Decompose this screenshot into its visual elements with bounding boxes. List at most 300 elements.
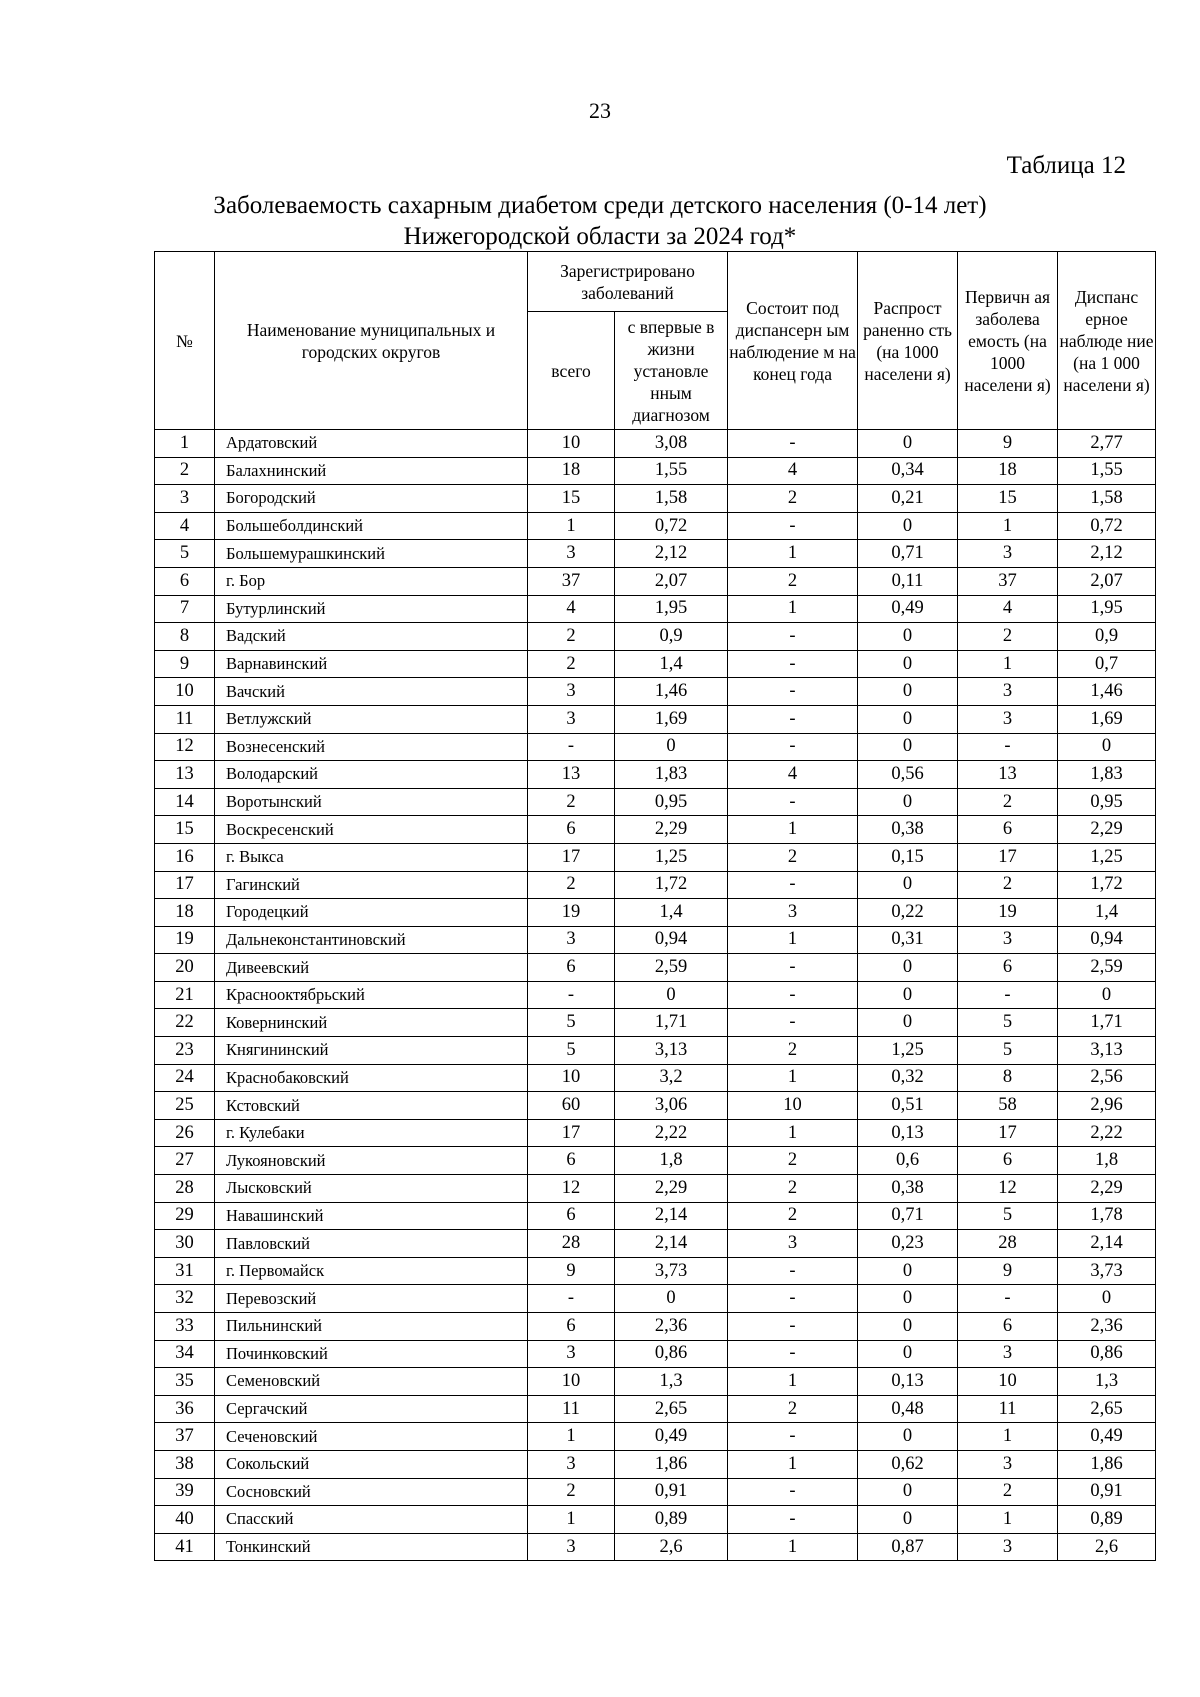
table-row — [155, 1285, 1156, 1313]
primary-incidence: 17 — [958, 843, 1058, 871]
prevalence: 0 — [858, 678, 958, 706]
total-cases: 5 — [528, 1037, 615, 1065]
primary-incidence: 2 — [958, 788, 1058, 816]
table-row — [155, 788, 1156, 816]
row-num: 25 — [155, 1092, 215, 1120]
dispensary-observation: 2,07 — [1058, 567, 1156, 595]
prevalence: 0 — [858, 1285, 958, 1313]
table-row — [155, 1009, 1156, 1037]
first-time-rate: 2,59 — [615, 954, 728, 982]
table-row — [155, 430, 1156, 458]
district-name: Воротынский — [215, 788, 528, 816]
dispensary-observation: 2,12 — [1058, 540, 1156, 568]
dispensary-observation: 1,78 — [1058, 1202, 1156, 1230]
district-name: Дальнеконстантиновский — [215, 926, 528, 954]
dispensary-observation: 1,58 — [1058, 485, 1156, 513]
prevalence: 0 — [858, 650, 958, 678]
table-row — [155, 1175, 1156, 1203]
table-row — [155, 457, 1156, 485]
primary-incidence: 11 — [958, 1395, 1058, 1423]
dispensary-count: 1 — [728, 816, 858, 844]
dispensary-observation: 2,56 — [1058, 1064, 1156, 1092]
header-registered: Зарегистрировано заболеваний — [528, 252, 728, 312]
table-row — [155, 871, 1156, 899]
dispensary-count: - — [728, 1285, 858, 1313]
dispensary-count: - — [728, 1423, 858, 1451]
total-cases: 2 — [528, 788, 615, 816]
dispensary-count: 2 — [728, 1175, 858, 1203]
primary-incidence: 2 — [958, 1478, 1058, 1506]
primary-incidence: 3 — [958, 926, 1058, 954]
total-cases: 3 — [528, 1533, 615, 1561]
first-time-rate: 3,13 — [615, 1037, 728, 1065]
header-primary: Первичн ая заболева емость (на 1000 населени я) — [958, 252, 1058, 430]
total-cases: 18 — [528, 457, 615, 485]
district-name: г. Кулебаки — [215, 1119, 528, 1147]
dispensary-observation: 2,29 — [1058, 816, 1156, 844]
total-cases: 10 — [528, 1064, 615, 1092]
total-cases: 3 — [528, 1450, 615, 1478]
district-name: Богородский — [215, 485, 528, 513]
first-time-rate: 2,29 — [615, 816, 728, 844]
dispensary-count: 1 — [728, 595, 858, 623]
table-row — [155, 816, 1156, 844]
dispensary-observation: 0 — [1058, 733, 1156, 761]
dispensary-observation: 0,94 — [1058, 926, 1156, 954]
prevalence: 0 — [858, 430, 958, 458]
prevalence: 0,38 — [858, 816, 958, 844]
table-row — [155, 1119, 1156, 1147]
total-cases: 19 — [528, 899, 615, 927]
dispensary-count: - — [728, 954, 858, 982]
primary-incidence: 3 — [958, 705, 1058, 733]
dispensary-count: - — [728, 430, 858, 458]
row-num: 34 — [155, 1340, 215, 1368]
total-cases: 1 — [528, 1506, 615, 1534]
district-name: г. Бор — [215, 567, 528, 595]
dispensary-observation: 2,6 — [1058, 1533, 1156, 1561]
district-name: Пильнинский — [215, 1313, 528, 1341]
prevalence: 0,51 — [858, 1092, 958, 1120]
first-time-rate: 1,83 — [615, 761, 728, 789]
table-row — [155, 843, 1156, 871]
table-row — [155, 1037, 1156, 1065]
total-cases: 1 — [528, 512, 615, 540]
prevalence: 1,25 — [858, 1037, 958, 1065]
dispensary-observation: 1,72 — [1058, 871, 1156, 899]
district-name: Павловский — [215, 1230, 528, 1258]
dispensary-count: 2 — [728, 567, 858, 595]
primary-incidence: 2 — [958, 871, 1058, 899]
dispensary-count: 4 — [728, 457, 858, 485]
dispensary-observation: 1,8 — [1058, 1147, 1156, 1175]
dispensary-count: 1 — [728, 1368, 858, 1396]
row-num: 31 — [155, 1257, 215, 1285]
first-time-rate: 1,55 — [615, 457, 728, 485]
district-name: Вачский — [215, 678, 528, 706]
dispensary-count: - — [728, 705, 858, 733]
district-name: г. Первомайск — [215, 1257, 528, 1285]
prevalence: 0 — [858, 733, 958, 761]
first-time-rate: 0,72 — [615, 512, 728, 540]
dispensary-observation: 3,73 — [1058, 1257, 1156, 1285]
prevalence: 0,49 — [858, 595, 958, 623]
dispensary-observation: 1,4 — [1058, 899, 1156, 927]
prevalence: 0 — [858, 705, 958, 733]
first-time-rate: 0,89 — [615, 1506, 728, 1534]
prevalence: 0,87 — [858, 1533, 958, 1561]
header-prevalence: Распрост раненно сть (на 1000 населени я) — [858, 252, 958, 430]
primary-incidence: 1 — [958, 512, 1058, 540]
primary-incidence: 3 — [958, 1450, 1058, 1478]
row-num: 11 — [155, 705, 215, 733]
total-cases: 2 — [528, 1478, 615, 1506]
dispensary-count: 1 — [728, 1533, 858, 1561]
dispensary-count: - — [728, 733, 858, 761]
first-time-rate: 0,94 — [615, 926, 728, 954]
dispensary-observation: 0,9 — [1058, 623, 1156, 651]
total-cases: 17 — [528, 1119, 615, 1147]
first-time-rate: 0 — [615, 981, 728, 1009]
first-time-rate: 2,22 — [615, 1119, 728, 1147]
dispensary-observation: 1,3 — [1058, 1368, 1156, 1396]
prevalence: 0 — [858, 871, 958, 899]
district-name: Лысковский — [215, 1175, 528, 1203]
first-time-rate: 2,14 — [615, 1202, 728, 1230]
prevalence: 0 — [858, 954, 958, 982]
district-name: Воскресенский — [215, 816, 528, 844]
first-time-rate: 0,49 — [615, 1423, 728, 1451]
row-num: 9 — [155, 650, 215, 678]
first-time-rate: 1,86 — [615, 1450, 728, 1478]
prevalence: 0 — [858, 1423, 958, 1451]
primary-incidence: 4 — [958, 595, 1058, 623]
first-time-rate: 2,36 — [615, 1313, 728, 1341]
row-num: 39 — [155, 1478, 215, 1506]
prevalence: 0,31 — [858, 926, 958, 954]
district-name: Володарский — [215, 761, 528, 789]
district-name: Большеболдинский — [215, 512, 528, 540]
table-row — [155, 1506, 1156, 1534]
dispensary-count: 1 — [728, 1450, 858, 1478]
prevalence: 0 — [858, 512, 958, 540]
total-cases: 2 — [528, 623, 615, 651]
dispensary-count: - — [728, 1009, 858, 1037]
primary-incidence: 3 — [958, 540, 1058, 568]
table-row — [155, 1202, 1156, 1230]
dispensary-count: - — [728, 871, 858, 899]
first-time-rate: 3,08 — [615, 430, 728, 458]
dispensary-observation: 0,86 — [1058, 1340, 1156, 1368]
total-cases: - — [528, 981, 615, 1009]
table-row — [155, 540, 1156, 568]
dispensary-observation: 0 — [1058, 1285, 1156, 1313]
prevalence: 0 — [858, 1313, 958, 1341]
row-num: 6 — [155, 567, 215, 595]
table-row — [155, 1423, 1156, 1451]
row-num: 35 — [155, 1368, 215, 1396]
prevalence: 0 — [858, 1009, 958, 1037]
row-num: 17 — [155, 871, 215, 899]
district-name: Починковский — [215, 1340, 528, 1368]
first-time-rate: 0 — [615, 1285, 728, 1313]
header-num: № — [155, 252, 215, 430]
total-cases: 6 — [528, 1313, 615, 1341]
primary-incidence: 10 — [958, 1368, 1058, 1396]
table-row — [155, 678, 1156, 706]
table-row — [155, 1340, 1156, 1368]
prevalence: 0,13 — [858, 1368, 958, 1396]
row-num: 3 — [155, 485, 215, 513]
title-line-2: Нижегородской области за 2024 год* — [403, 223, 797, 250]
table-row — [155, 761, 1156, 789]
primary-incidence: 5 — [958, 1009, 1058, 1037]
row-num: 12 — [155, 733, 215, 761]
total-cases: 3 — [528, 705, 615, 733]
table-row — [155, 1368, 1156, 1396]
district-name: Краснооктябрьский — [215, 981, 528, 1009]
total-cases: 6 — [528, 1147, 615, 1175]
prevalence: 0,13 — [858, 1119, 958, 1147]
district-name: Дивеевский — [215, 954, 528, 982]
dispensary-count: - — [728, 1506, 858, 1534]
row-num: 1 — [155, 430, 215, 458]
dispensary-observation: 3,13 — [1058, 1037, 1156, 1065]
dispensary-count: - — [728, 981, 858, 1009]
row-num: 5 — [155, 540, 215, 568]
prevalence: 0,6 — [858, 1147, 958, 1175]
primary-incidence: 19 — [958, 899, 1058, 927]
district-name: Перевозский — [215, 1285, 528, 1313]
dispensary-observation: 0,72 — [1058, 512, 1156, 540]
dispensary-count: - — [728, 623, 858, 651]
total-cases: 28 — [528, 1230, 615, 1258]
total-cases: 13 — [528, 761, 615, 789]
row-num: 19 — [155, 926, 215, 954]
table-row — [155, 1092, 1156, 1120]
first-time-rate: 1,25 — [615, 843, 728, 871]
primary-incidence: 9 — [958, 430, 1058, 458]
dispensary-count: - — [728, 1313, 858, 1341]
total-cases: 6 — [528, 954, 615, 982]
first-time-rate: 1,71 — [615, 1009, 728, 1037]
district-name: Краснобаковский — [215, 1064, 528, 1092]
row-num: 33 — [155, 1313, 215, 1341]
dispensary-observation: 0,89 — [1058, 1506, 1156, 1534]
first-time-rate: 1,58 — [615, 485, 728, 513]
first-time-rate: 3,06 — [615, 1092, 728, 1120]
page-number: 23 — [589, 98, 611, 123]
dispensary-count: 1 — [728, 540, 858, 568]
dispensary-observation: 0,7 — [1058, 650, 1156, 678]
row-num: 21 — [155, 981, 215, 1009]
prevalence: 0 — [858, 1257, 958, 1285]
row-num: 32 — [155, 1285, 215, 1313]
first-time-rate: 0,9 — [615, 623, 728, 651]
prevalence: 0,71 — [858, 1202, 958, 1230]
district-name: Семеновский — [215, 1368, 528, 1396]
dispensary-observation: 2,59 — [1058, 954, 1156, 982]
first-time-rate: 1,8 — [615, 1147, 728, 1175]
prevalence: 0,21 — [858, 485, 958, 513]
table-label: Таблица 12 — [1006, 152, 1126, 179]
total-cases: 10 — [528, 430, 615, 458]
district-name: Сеченовский — [215, 1423, 528, 1451]
total-cases: 3 — [528, 540, 615, 568]
dispensary-count: 10 — [728, 1092, 858, 1120]
prevalence: 0,48 — [858, 1395, 958, 1423]
primary-incidence: 18 — [958, 457, 1058, 485]
total-cases: 37 — [528, 567, 615, 595]
dispensary-count: 1 — [728, 1119, 858, 1147]
header-total: всего — [528, 312, 615, 430]
district-name: Ковернинский — [215, 1009, 528, 1037]
first-time-rate: 1,72 — [615, 871, 728, 899]
table-row — [155, 1478, 1156, 1506]
dispensary-count: 1 — [728, 926, 858, 954]
dispensary-count: - — [728, 1478, 858, 1506]
dispensary-count: - — [728, 788, 858, 816]
total-cases: 2 — [528, 650, 615, 678]
primary-incidence: 37 — [958, 567, 1058, 595]
table-row — [155, 1395, 1156, 1423]
table-row — [155, 926, 1156, 954]
prevalence: 0,15 — [858, 843, 958, 871]
district-name: Спасский — [215, 1506, 528, 1534]
row-num: 30 — [155, 1230, 215, 1258]
primary-incidence: - — [958, 981, 1058, 1009]
total-cases: - — [528, 1285, 615, 1313]
dispensary-count: - — [728, 678, 858, 706]
primary-incidence: 15 — [958, 485, 1058, 513]
header-first-time: с впервые в жизни установле нным диагнозом — [615, 312, 728, 430]
dispensary-observation: 0,49 — [1058, 1423, 1156, 1451]
first-time-rate: 1,4 — [615, 650, 728, 678]
dispensary-count: 2 — [728, 1147, 858, 1175]
dispensary-observation: 2,96 — [1058, 1092, 1156, 1120]
row-num: 27 — [155, 1147, 215, 1175]
table-row — [155, 512, 1156, 540]
dispensary-observation: 0,95 — [1058, 788, 1156, 816]
total-cases: 2 — [528, 871, 615, 899]
page-title — [0, 190, 1200, 252]
primary-incidence: 58 — [958, 1092, 1058, 1120]
prevalence: 0,23 — [858, 1230, 958, 1258]
district-name: Ветлужский — [215, 705, 528, 733]
header-name: Наименование муниципальных и городских округов — [215, 252, 528, 430]
row-num: 22 — [155, 1009, 215, 1037]
row-num: 7 — [155, 595, 215, 623]
dispensary-observation: 0 — [1058, 981, 1156, 1009]
dispensary-count: 3 — [728, 1230, 858, 1258]
table-row — [155, 1257, 1156, 1285]
district-name: Балахнинский — [215, 457, 528, 485]
row-num: 2 — [155, 457, 215, 485]
primary-incidence: 5 — [958, 1202, 1058, 1230]
primary-incidence: 6 — [958, 816, 1058, 844]
incidence-table — [154, 251, 1156, 1561]
prevalence: 0,32 — [858, 1064, 958, 1092]
district-name: Бутурлинский — [215, 595, 528, 623]
total-cases: 3 — [528, 1340, 615, 1368]
district-name: Лукояновский — [215, 1147, 528, 1175]
district-name: Варнавинский — [215, 650, 528, 678]
district-name: Княгининский — [215, 1037, 528, 1065]
dispensary-observation: 2,14 — [1058, 1230, 1156, 1258]
district-name: Навашинский — [215, 1202, 528, 1230]
row-num: 15 — [155, 816, 215, 844]
district-name: Городецкий — [215, 899, 528, 927]
district-name: Сокольский — [215, 1450, 528, 1478]
title-line-1: Заболеваемость сахарным диабетом среди детского населения (0-14 лет) — [213, 192, 987, 219]
primary-incidence: 3 — [958, 1533, 1058, 1561]
dispensary-observation: 1,25 — [1058, 843, 1156, 871]
prevalence: 0,34 — [858, 457, 958, 485]
prevalence: 0,62 — [858, 1450, 958, 1478]
table-row — [155, 954, 1156, 982]
prevalence: 0 — [858, 1478, 958, 1506]
row-num: 8 — [155, 623, 215, 651]
table-row — [155, 650, 1156, 678]
primary-incidence: 9 — [958, 1257, 1058, 1285]
prevalence: 0 — [858, 788, 958, 816]
first-time-rate: 2,65 — [615, 1395, 728, 1423]
row-num: 20 — [155, 954, 215, 982]
total-cases: 11 — [528, 1395, 615, 1423]
first-time-rate: 2,29 — [615, 1175, 728, 1203]
prevalence: 0,38 — [858, 1175, 958, 1203]
dispensary-count: 2 — [728, 1202, 858, 1230]
table-row — [155, 981, 1156, 1009]
first-time-rate: 0,91 — [615, 1478, 728, 1506]
prevalence: 0,22 — [858, 899, 958, 927]
primary-incidence: - — [958, 733, 1058, 761]
district-name: Сергачский — [215, 1395, 528, 1423]
table-row — [155, 705, 1156, 733]
total-cases: 17 — [528, 843, 615, 871]
district-name: Вадский — [215, 623, 528, 651]
dispensary-count: 2 — [728, 485, 858, 513]
district-name: Большемурашкинский — [215, 540, 528, 568]
district-name: Тонкинский — [215, 1533, 528, 1561]
dispensary-count: 2 — [728, 1037, 858, 1065]
table-row — [155, 1064, 1156, 1092]
table-row — [155, 1313, 1156, 1341]
total-cases: 4 — [528, 595, 615, 623]
first-time-rate: 2,14 — [615, 1230, 728, 1258]
first-time-rate: 1,3 — [615, 1368, 728, 1396]
prevalence: 0 — [858, 623, 958, 651]
row-num: 18 — [155, 899, 215, 927]
primary-incidence: 1 — [958, 650, 1058, 678]
row-num: 13 — [155, 761, 215, 789]
total-cases: 9 — [528, 1257, 615, 1285]
table-row — [155, 1230, 1156, 1258]
table-row — [155, 485, 1156, 513]
dispensary-count: - — [728, 512, 858, 540]
dispensary-observation: 2,29 — [1058, 1175, 1156, 1203]
table-row — [155, 733, 1156, 761]
first-time-rate: 2,6 — [615, 1533, 728, 1561]
table-row — [155, 567, 1156, 595]
primary-incidence: 1 — [958, 1423, 1058, 1451]
dispensary-observation: 0,91 — [1058, 1478, 1156, 1506]
prevalence: 0,11 — [858, 567, 958, 595]
row-num: 4 — [155, 512, 215, 540]
row-num: 41 — [155, 1533, 215, 1561]
dispensary-observation: 2,22 — [1058, 1119, 1156, 1147]
dispensary-count: 2 — [728, 843, 858, 871]
